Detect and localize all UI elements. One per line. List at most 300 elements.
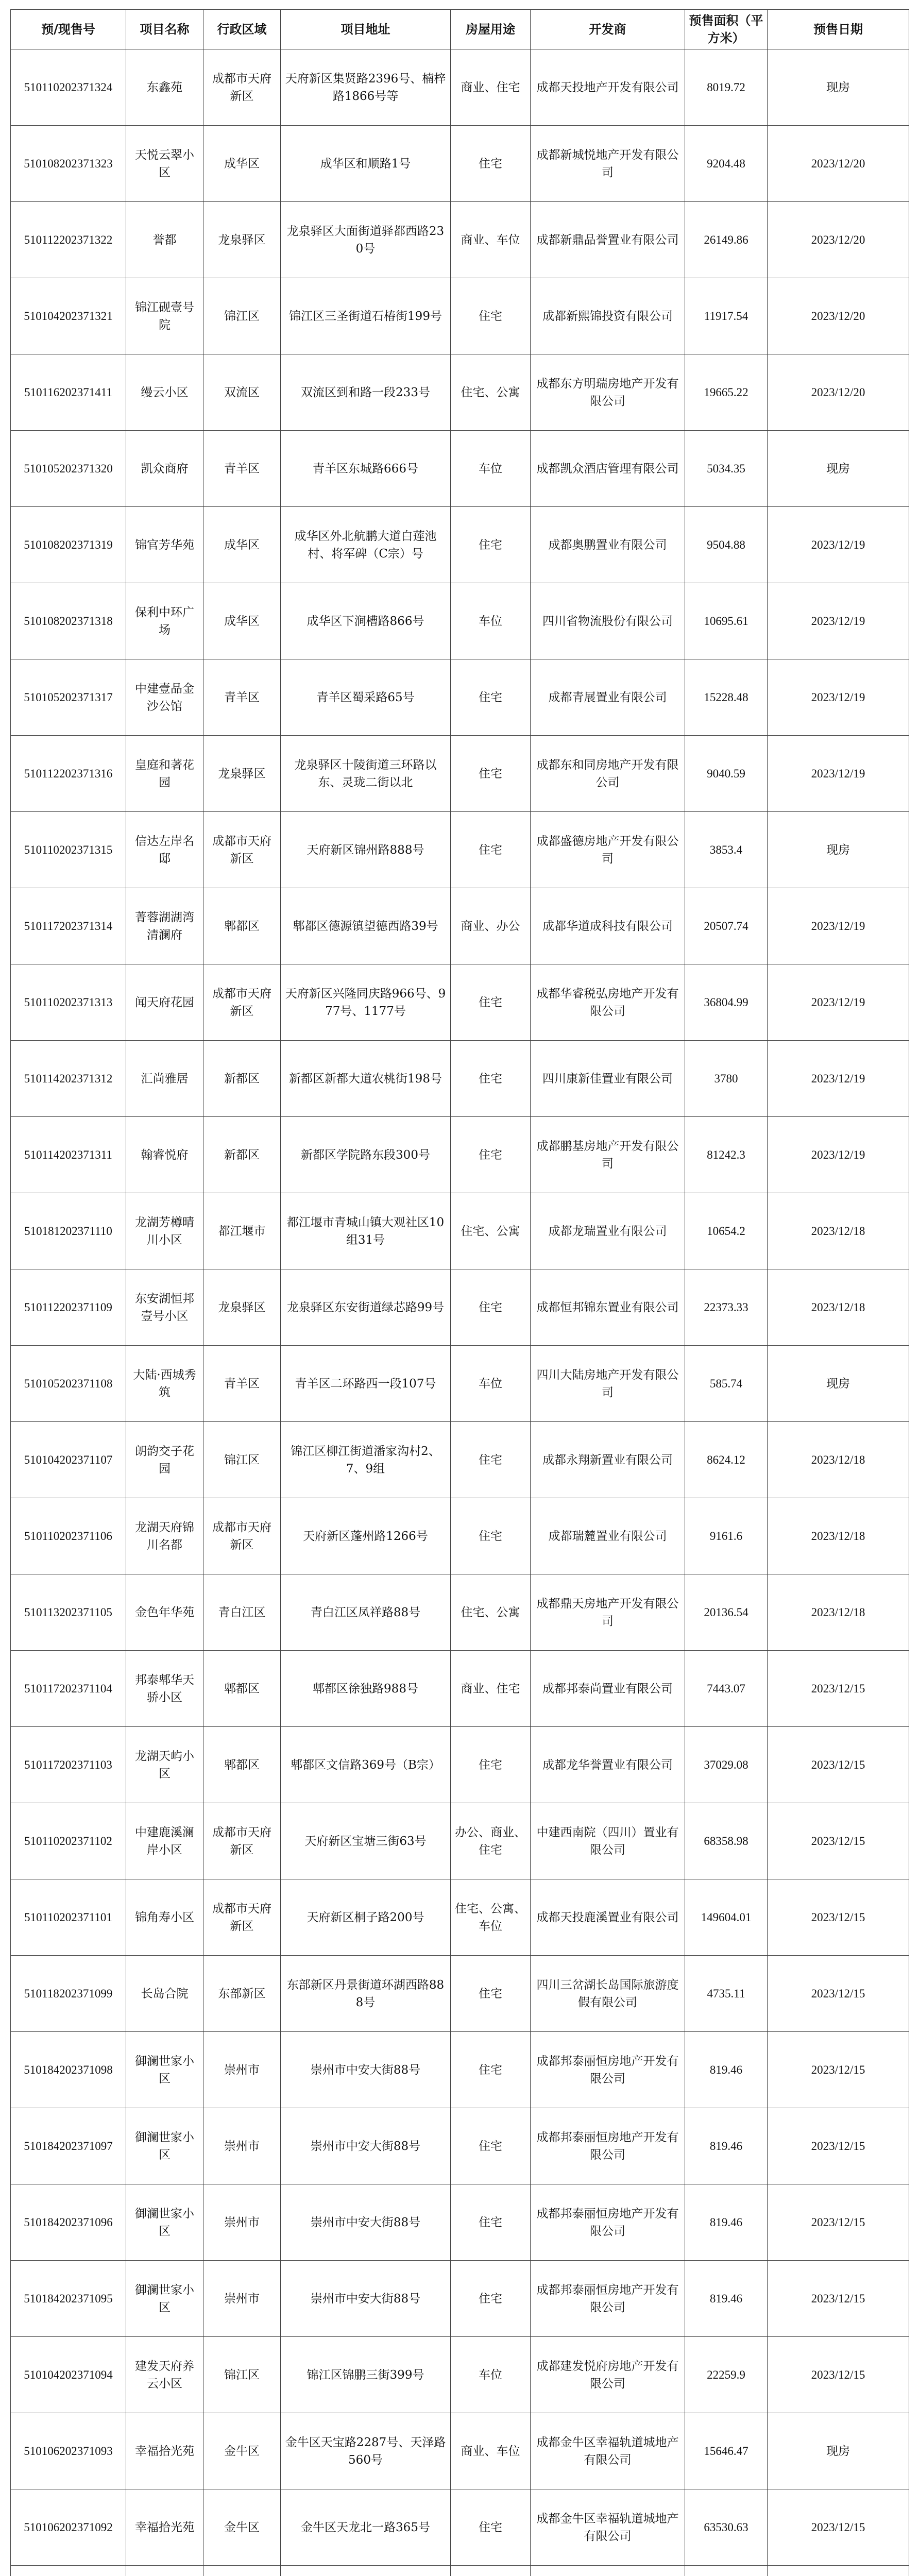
developer-cell: 成都华道成科技有限公司 <box>531 888 685 964</box>
date-cell: 2023/12/19 <box>768 1117 909 1193</box>
address-cell: 龙泉驿区东安街道绿芯路99号 <box>281 1269 451 1346</box>
usage-cell: 商业、住宅 <box>451 1651 531 1727</box>
usage-cell: 商业、住宅 <box>451 49 531 126</box>
developer-cell: 成都建发悦府房地产开发有限公司 <box>531 2337 685 2413</box>
table-row <box>11 1117 909 1193</box>
address-cell: 锦江区三圣街道石椿街199号 <box>281 278 451 354</box>
project-name-cell: 龙湖天府锦川名都 <box>126 1498 203 1574</box>
table-row <box>11 49 909 126</box>
address-cell: 崇州市中安大街88号 <box>281 2261 451 2337</box>
developer-cell <box>531 2566 685 2576</box>
table-row <box>11 1956 909 2032</box>
district-cell: 成都市天府新区 <box>203 49 281 126</box>
project-name-cell: 天悦云翠小区 <box>126 126 203 202</box>
area-cell: 9161.6 <box>685 1498 768 1574</box>
developer-cell: 成都青展置业有限公司 <box>531 659 685 736</box>
usage-cell: 商业、办公 <box>451 888 531 964</box>
area-cell: 19665.22 <box>685 354 768 431</box>
presale-no-cell: 510110202371102 <box>11 1803 126 1879</box>
presale-no-cell: 510110202371324 <box>11 49 126 126</box>
date-cell: 现房 <box>768 431 909 507</box>
address-cell: 成华区下涧槽路866号 <box>281 583 451 659</box>
date-cell: 2023/12/15 <box>768 1803 909 1879</box>
presale-no-cell: 510110202371313 <box>11 964 126 1041</box>
table-row <box>11 659 909 736</box>
presale-no-cell: 510106202371092 <box>11 2489 126 2566</box>
date-cell: 2023/12/15 <box>768 1651 909 1727</box>
district-cell: 崇州市 <box>203 2184 281 2261</box>
table-row <box>11 1879 909 1956</box>
date-cell: 2023/12/18 <box>768 1498 909 1574</box>
developer-cell: 成都金牛区幸福轨道城地产有限公司 <box>531 2489 685 2566</box>
table-row <box>11 1803 909 1879</box>
address-cell: 青羊区东城路666号 <box>281 431 451 507</box>
usage-cell: 车位 <box>451 2337 531 2413</box>
table-row <box>11 1041 909 1117</box>
project-name-cell: 闻天府花园 <box>126 964 203 1041</box>
presale-no-cell: 510117202371104 <box>11 1651 126 1727</box>
table-row <box>11 2184 909 2261</box>
address-cell: 崇州市中安大街88号 <box>281 2108 451 2184</box>
date-cell <box>768 2566 909 2576</box>
project-name-cell: 邦泰郫华天骄小区 <box>126 1651 203 1727</box>
developer-cell: 成都瑞麓置业有限公司 <box>531 1498 685 1574</box>
project-name-cell: 东安湖恒邦壹号小区 <box>126 1269 203 1346</box>
address-cell: 东部新区丹景街道环湖西路888号 <box>281 1956 451 2032</box>
usage-cell: 住宅 <box>451 736 531 812</box>
presale-no-cell: 510110202371101 <box>11 1879 126 1956</box>
date-cell: 2023/12/20 <box>768 278 909 354</box>
developer-cell: 成都新熙锦投资有限公司 <box>531 278 685 354</box>
table-row <box>11 278 909 354</box>
area-cell: 819.46 <box>685 2108 768 2184</box>
district-cell: 青白江区 <box>203 1574 281 1651</box>
usage-cell: 住宅 <box>451 2032 531 2108</box>
area-cell: 9204.48 <box>685 126 768 202</box>
district-cell: 成华区 <box>203 507 281 583</box>
area-cell: 15646.47 <box>685 2413 768 2489</box>
date-cell: 2023/12/15 <box>768 2261 909 2337</box>
developer-cell: 成都邦泰丽恒房地产开发有限公司 <box>531 2184 685 2261</box>
date-cell: 现房 <box>768 1346 909 1422</box>
area-cell: 81242.3 <box>685 1117 768 1193</box>
district-cell: 成都市天府新区 <box>203 812 281 888</box>
address-cell: 郫都区徐独路988号 <box>281 1651 451 1727</box>
area-cell: 585.74 <box>685 1346 768 1422</box>
presale-no-cell: 510105202371317 <box>11 659 126 736</box>
table-row <box>11 2489 909 2566</box>
project-name-cell <box>126 2566 203 2576</box>
usage-cell: 车位 <box>451 583 531 659</box>
table-body <box>11 49 909 2576</box>
project-name-cell: 大陆·西城秀筑 <box>126 1346 203 1422</box>
table-row <box>11 431 909 507</box>
date-cell: 2023/12/15 <box>768 2108 909 2184</box>
table-row <box>11 1727 909 1803</box>
project-name-cell: 龙湖芳樽晴川小区 <box>126 1193 203 1269</box>
developer-cell: 成都凯众酒店管理有限公司 <box>531 431 685 507</box>
usage-cell: 办公、商业、住宅 <box>451 1803 531 1879</box>
developer-cell: 成都鹏基房地产开发有限公司 <box>531 1117 685 1193</box>
developer-cell: 四川大陆房地产开发有限公司 <box>531 1346 685 1422</box>
date-cell: 现房 <box>768 2413 909 2489</box>
table-row <box>11 2337 909 2413</box>
area-cell: 10654.2 <box>685 1193 768 1269</box>
project-name-cell: 龙湖天屿小区 <box>126 1727 203 1803</box>
col-header-date: 预售日期 <box>768 10 909 49</box>
presale-no-cell: 510112202371109 <box>11 1269 126 1346</box>
district-cell: 锦江区 <box>203 1422 281 1498</box>
project-name-cell: 长岛合院 <box>126 1956 203 2032</box>
area-cell: 63530.63 <box>685 2489 768 2566</box>
address-cell: 天府新区蓬州路1266号 <box>281 1498 451 1574</box>
project-name-cell: 誉都 <box>126 202 203 278</box>
col-header-developer: 开发商 <box>531 10 685 49</box>
date-cell: 2023/12/19 <box>768 888 909 964</box>
presale-no-cell: 510110202371106 <box>11 1498 126 1574</box>
table-row <box>11 583 909 659</box>
address-cell: 崇州市中安大街88号 <box>281 2184 451 2261</box>
project-name-cell: 御澜世家小区 <box>126 2261 203 2337</box>
address-cell: 天府新区宝塘三街63号 <box>281 1803 451 1879</box>
date-cell: 2023/12/19 <box>768 964 909 1041</box>
date-cell: 2023/12/15 <box>768 1727 909 1803</box>
table-row <box>11 354 909 431</box>
presale-no-cell: 510117202371103 <box>11 1727 126 1803</box>
date-cell: 2023/12/20 <box>768 354 909 431</box>
developer-cell: 成都邦泰丽恒房地产开发有限公司 <box>531 2108 685 2184</box>
area-cell: 4735.11 <box>685 1956 768 2032</box>
table-row <box>11 964 909 1041</box>
date-cell: 2023/12/19 <box>768 736 909 812</box>
usage-cell <box>451 2566 531 2576</box>
date-cell: 2023/12/15 <box>768 2032 909 2108</box>
table-row <box>11 202 909 278</box>
table-row <box>11 1346 909 1422</box>
district-cell: 成华区 <box>203 583 281 659</box>
table-row <box>11 812 909 888</box>
presale-no-cell: 510184202371098 <box>11 2032 126 2108</box>
date-cell: 2023/12/19 <box>768 659 909 736</box>
date-cell: 2023/12/19 <box>768 1041 909 1117</box>
district-cell: 东部新区 <box>203 1956 281 2032</box>
usage-cell: 住宅 <box>451 1117 531 1193</box>
district-cell: 龙泉驿区 <box>203 1269 281 1346</box>
developer-cell: 成都龙瑞置业有限公司 <box>531 1193 685 1269</box>
developer-cell: 成都天投鹿溪置业有限公司 <box>531 1879 685 1956</box>
address-cell: 新都区新都大道农桃街198号 <box>281 1041 451 1117</box>
address-cell: 锦江区柳江街道潘家沟村2、7、9组 <box>281 1422 451 1498</box>
presale-no-cell: 510184202371097 <box>11 2108 126 2184</box>
address-cell: 青羊区蜀采路65号 <box>281 659 451 736</box>
address-cell: 天府新区兴隆同庆路966号、977号、1177号 <box>281 964 451 1041</box>
district-cell: 崇州市 <box>203 2261 281 2337</box>
area-cell: 68358.98 <box>685 1803 768 1879</box>
address-cell: 成华区外北航鹏大道白莲池村、将军碑（C宗）号 <box>281 507 451 583</box>
district-cell: 龙泉驿区 <box>203 202 281 278</box>
project-name-cell: 锦角寿小区 <box>126 1879 203 1956</box>
date-cell: 2023/12/15 <box>768 1879 909 1956</box>
date-cell: 2023/12/15 <box>768 1956 909 2032</box>
address-cell: 龙泉驿区十陵街道三环路以东、灵珑二街以北 <box>281 736 451 812</box>
usage-cell: 住宅 <box>451 1269 531 1346</box>
area-cell: 37029.08 <box>685 1727 768 1803</box>
col-header-district: 行政区域 <box>203 10 281 49</box>
developer-cell: 成都邦泰丽恒房地产开发有限公司 <box>531 2032 685 2108</box>
developer-cell: 成都东和同房地产开发有限公司 <box>531 736 685 812</box>
address-cell: 成华区和顺路1号 <box>281 126 451 202</box>
table-row <box>11 2413 909 2489</box>
date-cell: 2023/12/19 <box>768 583 909 659</box>
table-row <box>11 1269 909 1346</box>
presale-no-cell <box>11 2566 126 2576</box>
table-row <box>11 1651 909 1727</box>
district-cell: 青羊区 <box>203 659 281 736</box>
developer-cell: 成都盛德房地产开发有限公司 <box>531 812 685 888</box>
col-header-address: 项目地址 <box>281 10 451 49</box>
address-cell: 崇州市中安大街88号 <box>281 2032 451 2108</box>
address-cell: 双流区到和路一段233号 <box>281 354 451 431</box>
date-cell: 2023/12/20 <box>768 202 909 278</box>
presale-no-cell: 510116202371411 <box>11 354 126 431</box>
area-cell: 3780 <box>685 1041 768 1117</box>
address-cell: 青白江区凤祥路88号 <box>281 1574 451 1651</box>
developer-cell: 成都新城悦地产开发有限公司 <box>531 126 685 202</box>
table-row <box>11 888 909 964</box>
project-name-cell: 缦云小区 <box>126 354 203 431</box>
project-name-cell: 皇庭和著花园 <box>126 736 203 812</box>
usage-cell: 车位 <box>451 431 531 507</box>
area-cell: 36804.99 <box>685 964 768 1041</box>
usage-cell: 住宅 <box>451 278 531 354</box>
col-header-presale-no: 预/现售号 <box>11 10 126 49</box>
area-cell: 3853.4 <box>685 812 768 888</box>
presale-no-cell: 510112202371316 <box>11 736 126 812</box>
usage-cell: 住宅 <box>451 1956 531 2032</box>
district-cell: 青羊区 <box>203 431 281 507</box>
table-row <box>11 1574 909 1651</box>
developer-cell: 成都金牛区幸福轨道城地产有限公司 <box>531 2413 685 2489</box>
developer-cell: 成都龙华誉置业有限公司 <box>531 1727 685 1803</box>
area-cell: 10695.61 <box>685 583 768 659</box>
area-cell: 22259.9 <box>685 2337 768 2413</box>
address-cell: 新都区学院路东段300号 <box>281 1117 451 1193</box>
district-cell: 锦江区 <box>203 278 281 354</box>
developer-cell: 成都永翔新置业有限公司 <box>531 1422 685 1498</box>
address-cell: 金牛区天宝路2287号、天泽路560号 <box>281 2413 451 2489</box>
usage-cell: 住宅 <box>451 812 531 888</box>
district-cell: 郫都区 <box>203 1727 281 1803</box>
district-cell: 金牛区 <box>203 2413 281 2489</box>
presale-no-cell: 510104202371107 <box>11 1422 126 1498</box>
col-header-area: 预售面积（平方米） <box>685 10 768 49</box>
district-cell: 龙泉驿区 <box>203 736 281 812</box>
usage-cell: 住宅 <box>451 659 531 736</box>
usage-cell: 住宅、公寓 <box>451 1574 531 1651</box>
district-cell: 新都区 <box>203 1117 281 1193</box>
presale-no-cell: 510114202371312 <box>11 1041 126 1117</box>
usage-cell: 住宅 <box>451 1727 531 1803</box>
project-name-cell: 翰睿悦府 <box>126 1117 203 1193</box>
presale-no-cell: 510118202371099 <box>11 1956 126 2032</box>
project-name-cell: 东鑫苑 <box>126 49 203 126</box>
usage-cell: 住宅 <box>451 2261 531 2337</box>
date-cell: 2023/12/18 <box>768 1269 909 1346</box>
address-cell: 青羊区二环路西一段107号 <box>281 1346 451 1422</box>
project-name-cell: 凯众商府 <box>126 431 203 507</box>
table-row <box>11 126 909 202</box>
district-cell: 崇州市 <box>203 2108 281 2184</box>
usage-cell: 住宅 <box>451 2489 531 2566</box>
address-cell: 郫都区德源镇望德西路39号 <box>281 888 451 964</box>
usage-cell: 住宅 <box>451 1498 531 1574</box>
col-header-project-name: 项目名称 <box>126 10 203 49</box>
area-cell: 22373.33 <box>685 1269 768 1346</box>
developer-cell: 四川省物流股份有限公司 <box>531 583 685 659</box>
district-cell: 双流区 <box>203 354 281 431</box>
project-name-cell: 御澜世家小区 <box>126 2184 203 2261</box>
area-cell: 7443.07 <box>685 1651 768 1727</box>
address-cell: 天府新区集贤路2396号、楠梓路1866号等 <box>281 49 451 126</box>
area-cell: 11917.54 <box>685 278 768 354</box>
district-cell <box>203 2566 281 2576</box>
date-cell: 2023/12/15 <box>768 2184 909 2261</box>
date-cell: 现房 <box>768 812 909 888</box>
district-cell: 崇州市 <box>203 2032 281 2108</box>
developer-cell: 成都华睿税弘房地产开发有限公司 <box>531 964 685 1041</box>
area-cell: 819.46 <box>685 2261 768 2337</box>
date-cell: 2023/12/18 <box>768 1422 909 1498</box>
table-row <box>11 1498 909 1574</box>
address-cell: 天府新区锦州路888号 <box>281 812 451 888</box>
project-name-cell: 中建鹿溪澜岸小区 <box>126 1803 203 1879</box>
address-cell: 金牛区天龙北一路365号 <box>281 2489 451 2566</box>
area-cell: 20136.54 <box>685 1574 768 1651</box>
date-cell: 2023/12/20 <box>768 126 909 202</box>
area-cell: 9504.88 <box>685 507 768 583</box>
presale-no-cell: 510110202371315 <box>11 812 126 888</box>
presale-no-cell: 510113202371105 <box>11 1574 126 1651</box>
project-name-cell: 御澜世家小区 <box>126 2108 203 2184</box>
district-cell: 新都区 <box>203 1041 281 1117</box>
developer-cell: 成都新鼎品誉置业有限公司 <box>531 202 685 278</box>
project-name-cell: 锦官芳华苑 <box>126 507 203 583</box>
presale-no-cell: 510104202371094 <box>11 2337 126 2413</box>
usage-cell: 车位 <box>451 1346 531 1422</box>
district-cell: 成都市天府新区 <box>203 1498 281 1574</box>
presale-no-cell: 510105202371320 <box>11 431 126 507</box>
project-name-cell: 汇尚雅居 <box>126 1041 203 1117</box>
area-cell <box>685 2566 768 2576</box>
developer-cell: 成都邦泰丽恒房地产开发有限公司 <box>531 2261 685 2337</box>
table-row <box>11 1422 909 1498</box>
date-cell: 2023/12/18 <box>768 1574 909 1651</box>
address-cell: 都江堰市青城山镇大观社区10组31号 <box>281 1193 451 1269</box>
presale-no-cell: 510181202371110 <box>11 1193 126 1269</box>
table-row <box>11 507 909 583</box>
developer-cell: 成都邦泰尚置业有限公司 <box>531 1651 685 1727</box>
area-cell: 15228.48 <box>685 659 768 736</box>
district-cell: 锦江区 <box>203 2337 281 2413</box>
usage-cell: 住宅 <box>451 507 531 583</box>
table-header-row <box>11 10 909 49</box>
usage-cell: 住宅 <box>451 964 531 1041</box>
area-cell: 8624.12 <box>685 1422 768 1498</box>
date-cell: 2023/12/19 <box>768 507 909 583</box>
date-cell: 2023/12/15 <box>768 2337 909 2413</box>
usage-cell: 住宅 <box>451 2108 531 2184</box>
presale-no-cell: 510105202371108 <box>11 1346 126 1422</box>
district-cell: 成华区 <box>203 126 281 202</box>
developer-cell: 成都奥鹏置业有限公司 <box>531 507 685 583</box>
date-cell: 2023/12/18 <box>768 1193 909 1269</box>
developer-cell: 成都天投地产开发有限公司 <box>531 49 685 126</box>
district-cell: 青羊区 <box>203 1346 281 1422</box>
address-cell: 锦江区锦鹏三街399号 <box>281 2337 451 2413</box>
usage-cell: 商业、车位 <box>451 202 531 278</box>
project-name-cell: 保利中环广场 <box>126 583 203 659</box>
usage-cell: 住宅 <box>451 2184 531 2261</box>
table-row <box>11 736 909 812</box>
presale-no-cell: 510104202371321 <box>11 278 126 354</box>
presale-table <box>10 9 909 2576</box>
project-name-cell: 幸福拾光苑 <box>126 2489 203 2566</box>
usage-cell: 商业、车位 <box>451 2413 531 2489</box>
district-cell: 成都市天府新区 <box>203 964 281 1041</box>
address-cell: 龙泉驿区大面街道驿都西路230号 <box>281 202 451 278</box>
area-cell: 149604.01 <box>685 1879 768 1956</box>
developer-cell: 成都东方明瑞房地产开发有限公司 <box>531 354 685 431</box>
project-name-cell: 中建壹品金沙公馆 <box>126 659 203 736</box>
table-row <box>11 2032 909 2108</box>
area-cell: 819.46 <box>685 2184 768 2261</box>
developer-cell: 成都恒邦锦东置业有限公司 <box>531 1269 685 1346</box>
developer-cell: 四川三岔湖长岛国际旅游度假有限公司 <box>531 1956 685 2032</box>
project-name-cell: 御澜世家小区 <box>126 2032 203 2108</box>
presale-no-cell: 510117202371314 <box>11 888 126 964</box>
date-cell: 2023/12/15 <box>768 2489 909 2566</box>
area-cell: 9040.59 <box>685 736 768 812</box>
address-cell <box>281 2566 451 2576</box>
project-name-cell: 朗韵交子花园 <box>126 1422 203 1498</box>
presale-no-cell: 510184202371095 <box>11 2261 126 2337</box>
project-name-cell: 信达左岸名邸 <box>126 812 203 888</box>
area-cell: 8019.72 <box>685 49 768 126</box>
presale-no-cell: 510184202371096 <box>11 2184 126 2261</box>
project-name-cell: 幸福拾光苑 <box>126 2413 203 2489</box>
col-header-usage: 房屋用途 <box>451 10 531 49</box>
usage-cell: 住宅、公寓 <box>451 354 531 431</box>
district-cell: 郫都区 <box>203 888 281 964</box>
presale-no-cell: 510114202371311 <box>11 1117 126 1193</box>
address-cell: 天府新区桐子路200号 <box>281 1879 451 1956</box>
project-name-cell: 金色年华苑 <box>126 1574 203 1651</box>
date-cell: 现房 <box>768 49 909 126</box>
project-name-cell: 菁蓉湖湖湾清澜府 <box>126 888 203 964</box>
area-cell: 26149.86 <box>685 202 768 278</box>
usage-cell: 住宅、公寓、车位 <box>451 1879 531 1956</box>
presale-no-cell: 510106202371093 <box>11 2413 126 2489</box>
usage-cell: 住宅 <box>451 1422 531 1498</box>
usage-cell: 住宅 <box>451 126 531 202</box>
table-row <box>11 2566 909 2576</box>
area-cell: 20507.74 <box>685 888 768 964</box>
presale-no-cell: 510108202371323 <box>11 126 126 202</box>
usage-cell: 住宅、公寓 <box>451 1193 531 1269</box>
presale-no-cell: 510108202371319 <box>11 507 126 583</box>
district-cell: 成都市天府新区 <box>203 1879 281 1956</box>
district-cell: 郫都区 <box>203 1651 281 1727</box>
